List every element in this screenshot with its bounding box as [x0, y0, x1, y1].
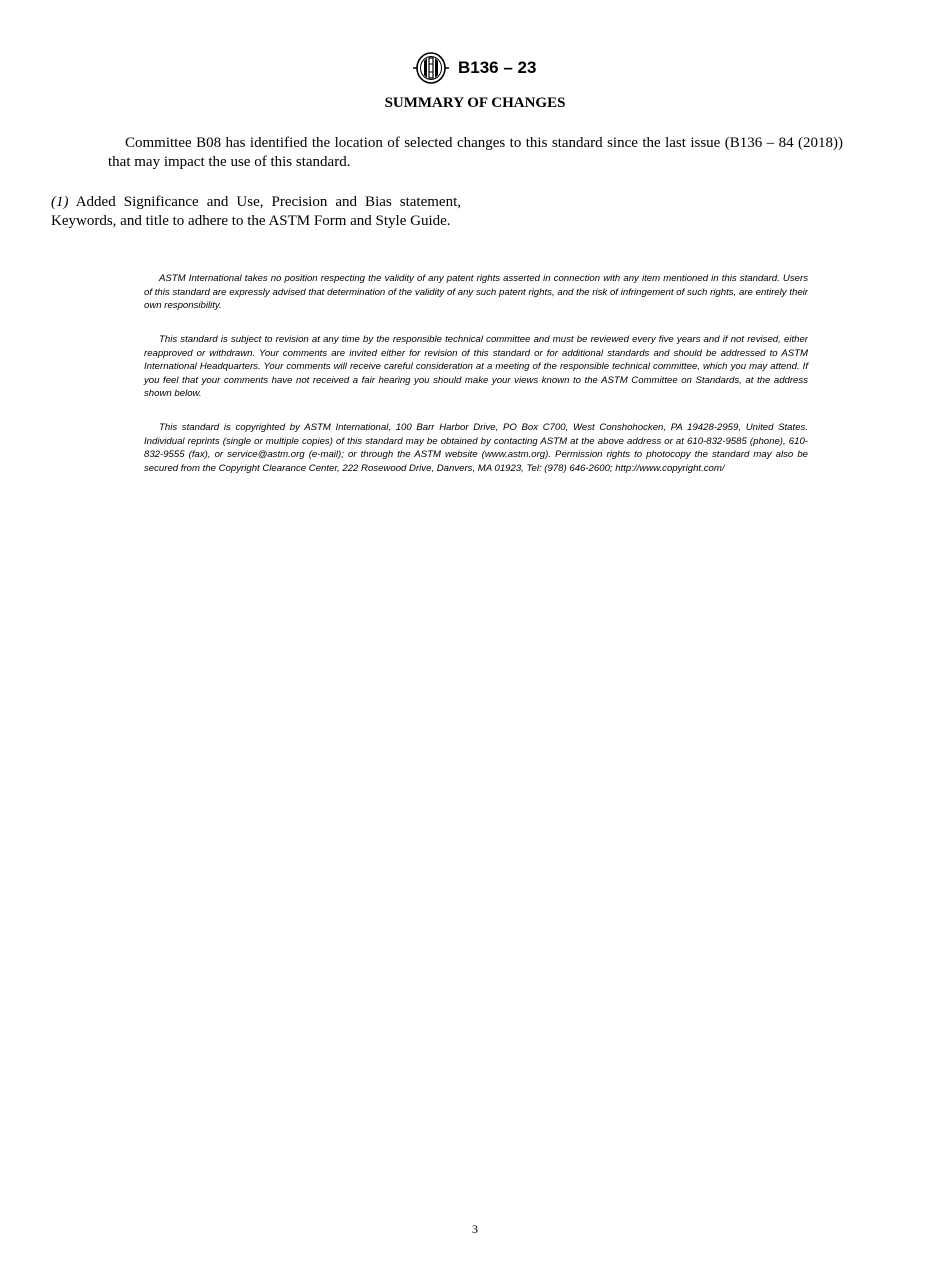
- astm-logo-icon: [412, 52, 450, 84]
- revision-notice: This standard is subject to revision at any time by the responsible technical committee and must be reviewed every five years and if not revised, either reapproved or withdrawn. Your comments are invited either for revision of this standard or for additional standards and should be addressed to ASTM International Headquarters. Your comments will receive careful consideration at a meeting of the responsible technical committee, which you may attend. If you feel that your comments have not received a fair hearing you should make your views known to the ASTM Committee on Standards, at the address shown below.: [144, 334, 808, 400]
- change-item-text: Added Significance and Use, Precision and Bias statement, Keywords, and title to adhere to the ASTM Form and Style Guide.: [51, 194, 461, 229]
- patent-notice: ASTM International takes no position respecting the validity of any patent rights asserted in connection with any item mentioned in this standard. Users of this standard are expressly advised that determination of the validity of any such patent rights, and the risk of infringement of such rights, are entirely their own responsibility.: [144, 273, 808, 312]
- page-number: 3: [472, 1222, 478, 1236]
- copyright-notice: This standard is copyrighted by ASTM International, 100 Barr Harbor Drive, PO Box C700, West Conshohocken, PA 19428-2959, United States. Individual reprints (single or multiple copies) of this standard may be obtained by contacting ASTM at the above address or at 610-832-9585 (phone), 610-832-9555 (fax), or service@astm.org (e-mail); or through the ASTM website (www.astm.org). Permission rights to photocopy the standard may also be secured from the Copyright Clearance Center, 222 Rosewood Drive, Danvers, MA 01923, Tel: (978) 646-2600; http://www.copyright.com/: [144, 422, 808, 474]
- page-header: [0, 52, 950, 84]
- standard-designation: B136 – 23: [458, 58, 537, 77]
- summary-of-changes-title: SUMMARY OF CHANGES: [384, 95, 566, 111]
- change-item-number: (1): [51, 194, 69, 210]
- change-item: [51, 193, 461, 231]
- summary-intro: Committee B08 has identified the location of selected changes to this standard since the last issue (B136 – 84 (2018)) that may impact the use of this standard.: [108, 135, 843, 170]
